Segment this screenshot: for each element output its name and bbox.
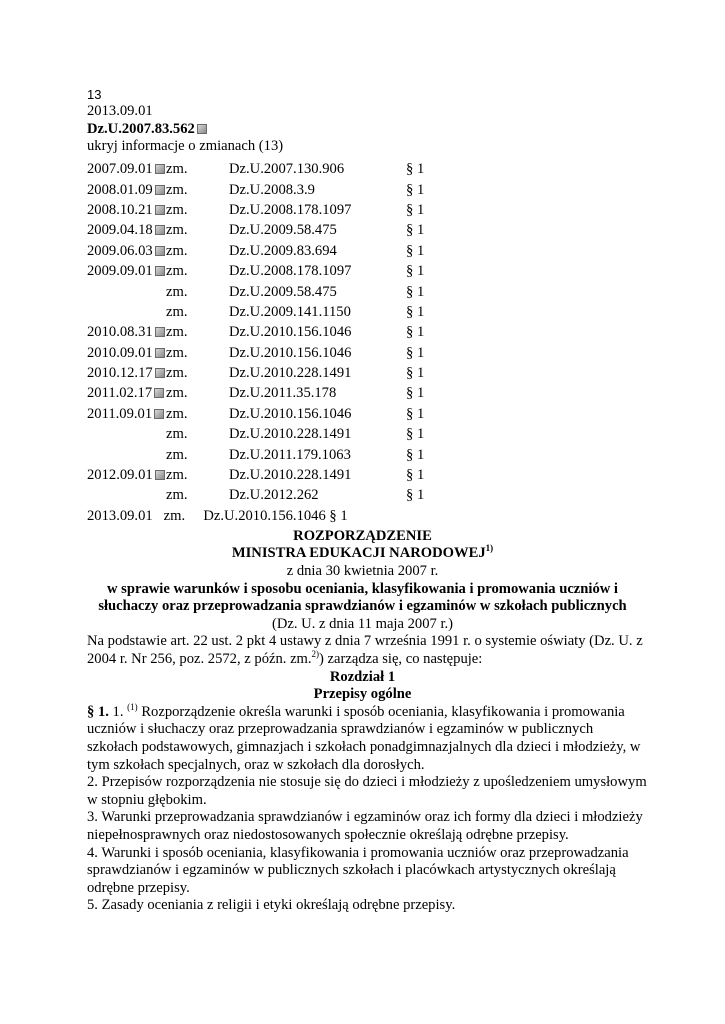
change-date-text: 2010.08.31 [87,324,153,341]
doc-type-heading: ROZPORZĄDZENIE [293,527,432,544]
change-date [87,324,167,342]
change-paragraph: § 1 [406,242,425,259]
change-type: zm. [166,405,188,422]
preamble-footnote-ref[interactable]: 2) [311,648,320,659]
section-1-paragraph-5: 5. Zasady oceniania z religii i etyki określają odrębne przepisy. [87,897,456,914]
change-paragraph: § 1 [406,161,425,178]
change-reference[interactable]: Dz.U.2010.156.1046 [229,344,352,361]
change-row [87,385,647,405]
change-date [87,243,167,261]
expand-icon[interactable] [155,246,165,256]
change-row [87,426,647,446]
change-date-text: 2008.10.21 [87,201,153,218]
section-1-paragraph-3: 3. Warunki przeprowadzania sprawdzianów i egzaminów oraz ich formy dla dzieci i młodzieży niepełnosprawnych oraz niedostosowanych społecznie określają odrębne przepisy. [87,809,643,843]
act-reference[interactable]: Dz.U.2007.83.562 [87,120,195,137]
chapter-number: Rozdział 1 [329,668,396,685]
change-reference[interactable]: Dz.U.2010.156.1046 [229,324,352,341]
change-type: zm. [166,161,188,178]
change-reference[interactable]: Dz.U.2008.178.1097 [229,201,352,218]
page-number: 13 [87,87,102,102]
change-paragraph: § 1 [406,344,425,361]
section-1-paragraph-2: 2. Przepisów rozporządzenia nie stosuje się do dzieci i młodzieży z upośledzeniem umysłowym w stopniu głębokim. [87,774,647,808]
preamble-text-2: ) zarządza się, co następuje: [319,650,483,667]
change-date [87,406,166,424]
change-reference[interactable]: Dz.U.2010.156.1046 [229,405,352,422]
subject-line-1: w sprawie warunków i sposobu oceniania, klasyfikowania i promowania uczniów i [106,580,618,597]
subject-line-2: słuchaczy oraz przeprowadzania sprawdzianów i egzaminów w szkołach publicznych [98,598,627,615]
change-reference[interactable]: Dz.U.2009.58.475 [229,222,337,239]
last-change-row: 2013.09.01 zm. Dz.U.2010.156.1046 § 1 [87,507,348,524]
expand-icon[interactable] [155,185,165,195]
change-paragraph: § 1 [406,426,425,443]
section-1-label: § 1. [87,703,109,720]
chapter-name: Przepisy ogólne [313,686,412,703]
change-type: zm. [166,242,188,259]
change-date-text: 2012.09.01 [87,467,153,484]
change-row [87,243,647,263]
change-row [87,406,647,426]
change-reference[interactable]: Dz.U.2010.228.1491 [229,365,352,382]
change-type: zm. [166,446,188,463]
preamble-text-1: Na podstawie art. 22 ust. 2 pkt 4 ustawy z dnia 7 września 1991 r. o systemie oświaty (Dz. U. z 2004 r. Nr 256, poz. 2572, z późn. zm. [87,633,643,667]
change-row [87,161,647,181]
expand-icon[interactable] [155,225,165,235]
change-date [87,182,167,200]
expand-icon[interactable] [155,327,165,337]
change-type: zm. [166,467,188,484]
change-type: zm. [166,426,188,443]
change-row [87,345,647,365]
section-1-paragraph-4: 4. Warunki i sposób oceniania, klasyfikowania i promowania uczniów oraz przeprowadzania sprawdzianów i egzaminów w publicznych szkołach i placówkach artystycznych określają odrębne przepisy. [87,844,629,896]
change-date-text: 2009.06.03 [87,242,153,259]
section-1-footnote-ref[interactable]: (1) [127,701,138,712]
change-row [87,487,647,507]
change-type: zm. [166,222,188,239]
expand-icon[interactable] [155,266,165,276]
change-reference[interactable]: Dz.U.2011.35.178 [229,385,337,402]
change-row [87,365,647,385]
change-paragraph: § 1 [406,324,425,341]
change-date-text: 2011.02.17 [87,385,153,402]
change-type: zm. [166,385,188,402]
change-type: zm. [166,303,188,320]
change-type: zm. [166,283,188,300]
change-type: zm. [166,365,188,382]
expand-icon[interactable] [155,164,165,174]
expand-icon[interactable] [155,368,165,378]
change-paragraph: § 1 [406,222,425,239]
change-row [87,182,647,202]
change-date [87,263,167,281]
change-type: zm. [166,487,188,504]
change-type: zm. [166,181,188,198]
change-reference[interactable]: Dz.U.2011.179.1063 [229,446,351,463]
change-type: zm. [166,344,188,361]
change-reference[interactable]: Dz.U.2009.83.694 [229,242,337,259]
issuer-footnote-ref[interactable]: 1) [485,543,494,554]
change-date-text: 2010.09.01 [87,344,153,361]
expand-icon[interactable] [155,470,165,480]
change-date [87,222,167,240]
change-row [87,263,647,283]
change-paragraph: § 1 [406,263,425,280]
section-1-text: Rozporządzenie określa warunki i sposób oceniania, klasyfikowania i promowania uczniów i słuchaczy oraz przeprowadzania sprawdzianów i egzaminów w publicznych szkołach podstawowych, gimnazjach i szkołach ponadgimnazjalnych dla dzieci i młodzieży, w tym szkołach specjalnych, oraz w szkołach dla dorosłych. [87,703,641,773]
issuer-name: MINISTRA EDUKACJI NARODOWEJ [231,545,486,562]
change-reference[interactable]: Dz.U.2012.262 [229,487,319,504]
hide-changes-link[interactable]: ukryj informacje o zmianach (13) [87,138,284,155]
change-reference[interactable]: Dz.U.2007.130.906 [229,161,345,178]
change-reference[interactable]: Dz.U.2008.3.9 [229,181,315,198]
change-date [87,385,166,403]
preamble [87,633,647,668]
change-date-text: 2009.09.01 [87,263,153,280]
issuer-heading [0,545,725,563]
change-type: zm. [166,263,188,280]
change-row [87,467,647,487]
change-row [87,447,647,467]
change-paragraph: § 1 [406,487,425,504]
change-reference[interactable]: Dz.U.2008.178.1097 [229,263,352,280]
change-date [87,161,167,179]
change-paragraph: § 1 [406,385,425,402]
change-type: zm. [166,201,188,218]
expand-icon[interactable] [197,124,207,134]
change-paragraph: § 1 [406,303,425,320]
change-date [87,202,167,220]
paragraph-number: 1. [112,703,124,720]
change-reference[interactable]: Dz.U.2009.141.1150 [229,303,351,320]
change-paragraph: § 1 [406,365,425,382]
change-date [87,345,167,363]
section-1-paragraph-1 [87,701,647,774]
change-row [87,304,647,324]
version-date: 2013.09.01 [87,103,153,119]
expand-icon[interactable] [155,348,165,358]
act-reference-line [87,121,647,139]
change-date [87,467,167,485]
change-date-text: 2009.04.18 [87,222,153,239]
change-row [87,202,647,222]
act-date: z dnia 30 kwietnia 2007 r. [286,563,439,580]
publication-info: (Dz. U. z dnia 11 maja 2007 r.) [271,615,454,632]
change-row [87,324,647,344]
change-date [87,365,167,383]
change-reference[interactable]: Dz.U.2010.228.1491 [229,467,352,484]
change-date-text: 2010.12.17 [87,365,153,382]
change-reference[interactable]: Dz.U.2010.228.1491 [229,426,352,443]
expand-icon[interactable] [155,205,165,215]
changes-list [87,161,647,508]
change-paragraph: § 1 [406,283,425,300]
expand-icon[interactable] [154,388,164,398]
document-page [87,86,647,915]
change-row [87,222,647,242]
change-paragraph: § 1 [406,467,425,484]
change-paragraph: § 1 [406,201,425,218]
change-date-text: 2011.09.01 [87,405,153,422]
change-paragraph: § 1 [406,405,425,422]
change-row [87,284,647,304]
change-date-text: 2007.09.01 [87,161,153,178]
change-date-text: 2008.01.09 [87,181,153,198]
change-paragraph: § 1 [406,446,425,463]
change-reference[interactable]: Dz.U.2009.58.475 [229,283,337,300]
expand-icon[interactable] [154,409,164,419]
change-type: zm. [166,324,188,341]
change-paragraph: § 1 [406,181,425,198]
